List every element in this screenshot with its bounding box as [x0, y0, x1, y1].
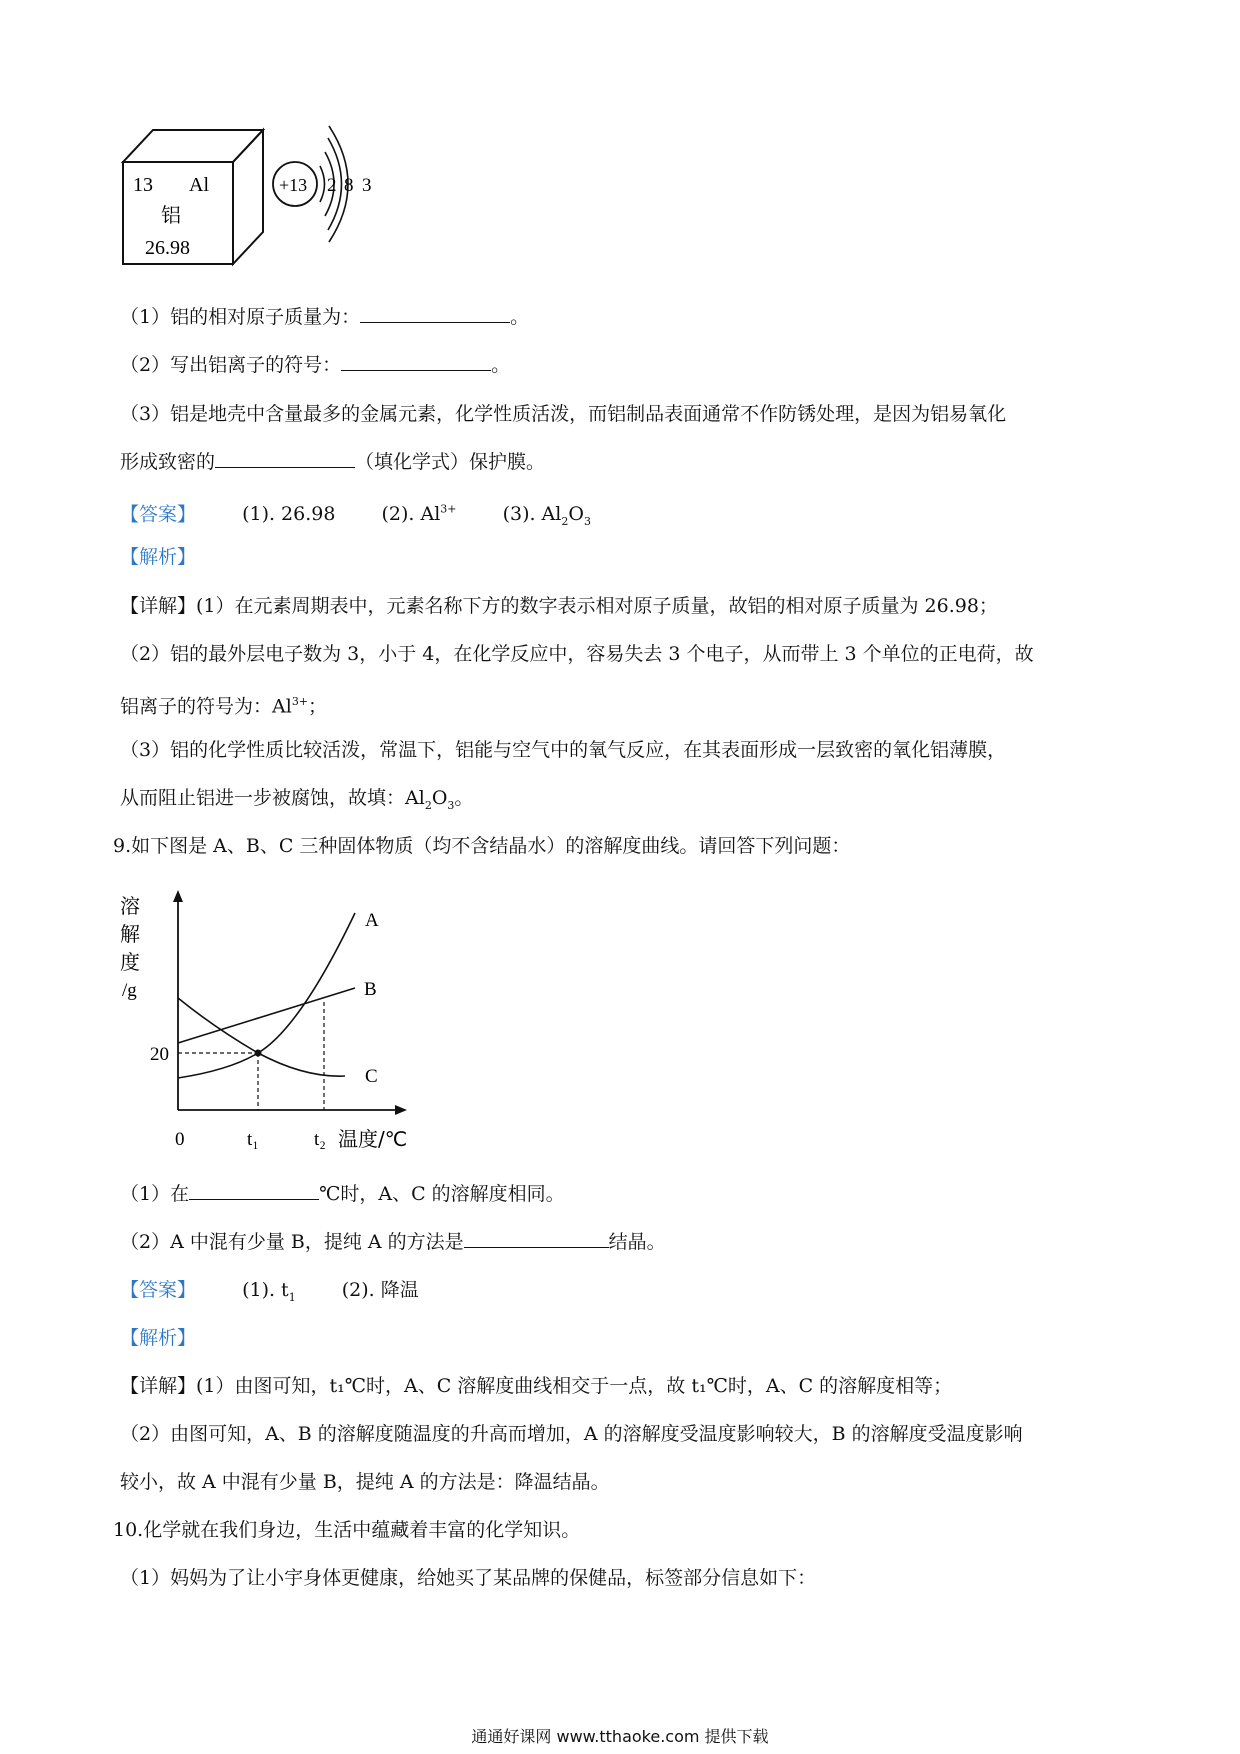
- q8-answer: 【答案】 (1). 26.98 (2). $Al^{3+}$ (3). $Al_2O_3$: [120, 503, 591, 529]
- atomic-number: 13: [133, 174, 153, 196]
- answer-blank[interactable]: [464, 1229, 609, 1248]
- answer-tag: 【答案】: [120, 503, 197, 526]
- q8-analysis-tag: 【解析】: [120, 546, 197, 568]
- shell-1: 2: [327, 175, 337, 196]
- q10-stem: 10.化学就在我们身边，生活中蕴藏着丰富的化学知识。: [113, 1519, 581, 1541]
- q8-part3-line2: 形成致密的 （填化学式）保护膜。: [120, 451, 546, 473]
- y-axis-label-char: 溶: [120, 894, 140, 918]
- y-axis-label-char: 度: [120, 950, 140, 974]
- q8-detail-3a: （3）铝的化学性质比较活泼，常温下，铝能与空气中的氧气反应，在其表面形成一层致密的氧化铝薄膜，: [120, 739, 1007, 761]
- element-symbol: Al: [189, 174, 209, 196]
- y-axis-label-char: 解: [120, 922, 140, 946]
- q10-part1: （1）妈妈为了让小宇身体更健康，给她买了某品牌的保健品，标签部分信息如下：: [120, 1567, 817, 1589]
- page-footer: 通通好课网 www.tthaoke.com 提供下载: [471, 1727, 769, 1746]
- shell-3: 3: [362, 175, 372, 196]
- shell-2: 8: [344, 175, 354, 196]
- x-tick-t2: t₂: [314, 1129, 326, 1150]
- q8-part3-line1: （3）铝是地壳中含量最多的金属元素，化学性质活泼，而铝制品表面通常不作防锈处理，是因为铝易氧化: [120, 403, 1007, 425]
- element-name: 铝: [161, 203, 181, 227]
- q8-part1: （1）铝的相对原子质量为： 。: [120, 306, 530, 328]
- curve-b-label: B: [364, 979, 377, 1000]
- q8-detail-2b: 铝离子的符号为：$Al^{3+}$；: [120, 695, 328, 718]
- q9-detail-2a: （2）由图可知，A、B 的溶解度随温度的升高而增加，A 的溶解度受温度影响较大，B 的溶解度受温度影响: [120, 1423, 1023, 1445]
- q9-stem: 9.如下图是 A、B、C 三种固体物质（均不含结晶水）的溶解度曲线。请回答下列问题：: [113, 835, 851, 857]
- y-tick-20: 20: [150, 1044, 169, 1065]
- y-axis-label-char: /g: [122, 980, 137, 1001]
- answer-tag: 【答案】: [120, 1279, 197, 1301]
- answer-blank[interactable]: [341, 352, 491, 371]
- intersection-point: [255, 1050, 262, 1057]
- answer-blank[interactable]: [189, 1181, 319, 1200]
- q8-detail-3b: 从而阻止铝进一步被腐蚀，故填：$Al_2O_3$。: [120, 787, 474, 812]
- curve-b: [178, 988, 355, 1043]
- answer-blank[interactable]: [215, 449, 355, 468]
- curve-c: [178, 998, 345, 1076]
- answer-blank[interactable]: [360, 304, 510, 323]
- q8-detail-1: 【详解】(1）在元素周期表中，元素名称下方的数字表示相对原子质量，故铝的相对原子质量为 26.98；: [120, 595, 998, 617]
- q9-answer: 【答案】 (1). $t_1$ (2). 降温: [120, 1279, 419, 1304]
- curve-c-label: C: [365, 1066, 378, 1087]
- atomic-mass: 26.98: [145, 237, 190, 259]
- q9-analysis-tag: 【解析】: [120, 1327, 197, 1349]
- q9-part1: （1）在 ℃时，A、C 的溶解度相同。: [120, 1183, 565, 1205]
- curve-a-label: A: [365, 910, 379, 931]
- q9-detail-1: 【详解】(1）由图可知，t₁℃时，A、C 溶解度曲线相交于一点，故 t₁℃时，A、C 的溶解度相等；: [120, 1375, 953, 1397]
- origin-label: 0: [175, 1129, 185, 1150]
- q9-detail-2b: 较小，故 A 中混有少量 B，提纯 A 的方法是：降温结晶。: [120, 1471, 610, 1493]
- nucleus-charge: +13: [279, 175, 308, 195]
- q9-part2: （2）A 中混有少量 B，提纯 A 的方法是 结晶。: [120, 1231, 666, 1253]
- x-tick-t1: t₁: [247, 1129, 259, 1150]
- solubility-curve-graph: [110, 888, 430, 1158]
- q8-part2: （2）写出铝离子的符号： 。: [120, 354, 511, 376]
- aluminum-element-figure: [115, 118, 395, 268]
- q8-detail-2a: （2）铝的最外层电子数为 3，小于 4，在化学反应中，容易失去 3 个电子，从而带上 3 个单位的正电荷，故: [120, 643, 1034, 665]
- x-axis-label: 温度/℃: [338, 1127, 408, 1151]
